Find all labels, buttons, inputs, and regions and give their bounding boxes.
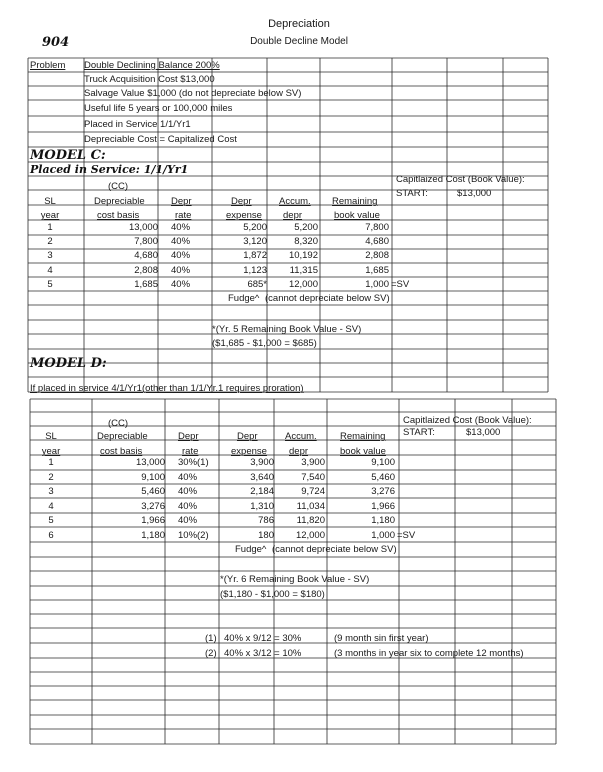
model-c-fudge: Fudge^ (228, 293, 260, 304)
model-c-header-exp2: expense (226, 210, 262, 221)
model-d-fudge: Fudge^ (235, 544, 267, 555)
model-c-header-sl: SL (44, 196, 56, 207)
cell-year: 1 (47, 222, 53, 233)
note-1-marker: (1) (205, 633, 217, 644)
cell-remaining: 1,000 (371, 529, 395, 541)
cell-remaining: 1,180 (371, 515, 395, 526)
cell-accum: 12,000 (288, 278, 318, 290)
model-c-header-acc: Accum. (279, 196, 311, 207)
cell-accum: 7,540 (301, 471, 325, 483)
cell-remaining: 4,680 (365, 236, 389, 248)
cell-expense: 1,310 (250, 500, 274, 512)
cell-expense: 3,120 (243, 236, 267, 248)
cell-year: 6 (48, 529, 54, 541)
model-c-start-label: START: (396, 188, 428, 199)
cell-expense: 1,123 (243, 264, 267, 276)
model-d-header-sl: SL (45, 431, 57, 442)
cell-remaining: 5,460 (371, 471, 395, 483)
cell-accum: 11,315 (289, 264, 318, 276)
model-d-header-rate: Depr (178, 431, 199, 442)
problem-label: Problem (30, 60, 66, 71)
model-d-start-value: $13,000 (466, 427, 501, 438)
model-c-header-basis: Depreciable (94, 196, 145, 207)
model-d-header-acc: Accum. (285, 431, 317, 442)
cell-expense: 1,872 (243, 250, 267, 262)
cell-expense: 786 (258, 515, 274, 526)
model-c-footnote-1: *(Yr. 5 Remaining Book Value - SV) (212, 324, 362, 335)
model-d-start-label: START: (403, 427, 435, 438)
model-c-header-acc2: depr (283, 210, 303, 221)
cell-expense: 3,640 (250, 471, 274, 483)
page-subtitle: Double Decline Model (250, 36, 348, 47)
cell-year: 3 (48, 486, 54, 497)
model-d-header-rem2: book value (340, 446, 386, 457)
model-d-header-year: year (41, 446, 61, 457)
model-d-header-basis2: cost basis (100, 446, 143, 457)
model-c-footnote-2: ($1,685 - $1,000 = $685) (212, 338, 317, 349)
cell-basis: 1,685 (134, 278, 158, 290)
cell-accum: 11,820 (296, 515, 325, 526)
problem-line-1: Double Declining Balance 200% (84, 60, 220, 71)
model-d-footnote-2: ($1,180 - $1,000 = $180) (220, 589, 325, 600)
cell-rate: 40% (171, 278, 191, 290)
cell-year: 3 (47, 250, 53, 262)
model-d-header-acc2: depr (289, 446, 309, 457)
note-1-calc: 40% x 9/12 = 30% (224, 633, 302, 644)
cell-remaining: 3,276 (371, 486, 395, 497)
cell-accum: 11,034 (296, 500, 325, 512)
model-d-proration-note: If placed in service 4/1/Yr1(other than 1/1/Yr.1 requires proration) (30, 383, 304, 394)
cell-year: 4 (47, 264, 53, 276)
cell-remaining: 7,800 (365, 222, 389, 233)
cell-accum: 9,724 (301, 486, 325, 497)
note-1-desc: (9 month sin first year) (334, 633, 429, 644)
problem-line-5: Placed in Service 1/1/Yr1 (84, 119, 191, 130)
cell-basis: 13,000 (128, 222, 158, 233)
model-c-fudge-note: (cannot depreciate below SV) (265, 293, 390, 304)
note-2-marker: (2) (205, 648, 217, 659)
cell-rate: 40% (171, 236, 191, 248)
model-d-header-exp2: expense (231, 446, 267, 457)
cell-rate: 40% (171, 264, 191, 276)
model-c-start-value: $13,000 (457, 188, 492, 199)
model-c-header-exp: Depr (231, 196, 252, 207)
problem-line-3: Salvage Value $1,000 (do not depreciate below SV) (84, 88, 302, 99)
cell-rate: 40% (178, 515, 198, 526)
model-d-fudge-note: (cannot depreciate below SV) (272, 544, 397, 555)
model-c-capitalized-label: Capitlaized Cost (Book Value): (396, 174, 525, 185)
model-c-header-rate2: rate (175, 210, 192, 221)
model-c-cc: (CC) (108, 181, 129, 192)
model-d-cc: (CC) (108, 418, 129, 429)
model-c-placed-in-service: Placed in Service: 1/1/Yr1 (30, 163, 189, 176)
cell-basis: 1,180 (141, 529, 165, 541)
cell-expense: 2,184 (250, 486, 274, 497)
cell-expense: 180 (258, 529, 274, 541)
problem-line-4: Useful life 5 years or 100,000 miles (84, 103, 233, 114)
model-c-header-rem: Remaining (332, 196, 378, 207)
cell-accum: 5,200 (294, 222, 318, 233)
page-number: 904 (42, 35, 70, 50)
model-d-footnote-1: *(Yr. 6 Remaining Book Value - SV) (220, 574, 370, 585)
model-d-header-rem: Remaining (340, 431, 386, 442)
cell-expense: 685* (247, 278, 267, 290)
cell-accum: 3,900 (301, 457, 325, 468)
cell-year: 5 (48, 515, 54, 526)
model-c-label: MODEL C: (30, 148, 106, 163)
cell-basis: 9,100 (141, 471, 165, 483)
cell-basis: 4,680 (134, 250, 158, 262)
cell-remaining: 1,685 (365, 264, 389, 276)
cell-year: 1 (48, 457, 54, 468)
cell-remaining: 1,966 (371, 500, 395, 512)
cell-basis: 7,800 (134, 236, 158, 248)
cell-expense: 5,200 (243, 222, 267, 233)
cell-remaining: 1,000 (365, 278, 389, 290)
cell-year: 2 (47, 236, 53, 248)
cell-year: 4 (48, 500, 54, 512)
model-c-header-rate: Depr (171, 196, 192, 207)
note-2-calc: 40% x 3/12 = 10% (224, 648, 302, 659)
cell-rate: 40% (171, 222, 191, 233)
cell-note: =SV (397, 529, 416, 541)
cell-basis: 5,460 (141, 486, 165, 497)
cell-remaining: 9,100 (371, 457, 395, 468)
cell-accum: 8,320 (294, 236, 318, 248)
cell-remaining: 2,808 (365, 250, 389, 262)
model-d-header-exp: Depr (237, 431, 258, 442)
cell-year: 2 (48, 471, 54, 483)
model-d-header-basis: Depreciable (97, 431, 148, 442)
cell-accum: 12,000 (295, 529, 325, 541)
cell-rate: 40% (178, 500, 198, 512)
cell-year: 5 (47, 278, 53, 290)
cell-basis: 13,000 (135, 457, 165, 468)
cell-rate: 40% (171, 250, 191, 262)
problem-line-2: Truck Acquisition Cost $13,000 (84, 74, 215, 85)
problem-line-6: Depreciable Cost = Capitalized Cost (84, 134, 237, 145)
model-c-header-rem2: book value (334, 210, 380, 221)
cell-rate: 40% (178, 486, 198, 497)
cell-expense: 3,900 (250, 457, 274, 468)
note-2-desc: (3 months in year six to complete 12 months) (334, 648, 524, 659)
cell-basis: 2,808 (134, 264, 158, 276)
model-d-capitalized-label: Capitlaized Cost (Book Value): (403, 415, 532, 426)
cell-accum: 10,192 (288, 250, 318, 262)
cell-note: =SV (391, 278, 410, 290)
cell-rate: 40% (178, 471, 198, 483)
model-c-header-year: year (40, 210, 60, 221)
cell-rate: 30%(1) (178, 457, 209, 468)
model-d-header-rate2: rate (182, 446, 199, 457)
model-d-label: MODEL D: (30, 356, 107, 371)
model-c-header-basis2: cost basis (97, 210, 140, 221)
page-title: Depreciation (268, 18, 330, 30)
cell-rate: 10%(2) (178, 529, 209, 541)
cell-basis: 3,276 (141, 500, 165, 512)
cell-basis: 1,966 (141, 515, 165, 526)
